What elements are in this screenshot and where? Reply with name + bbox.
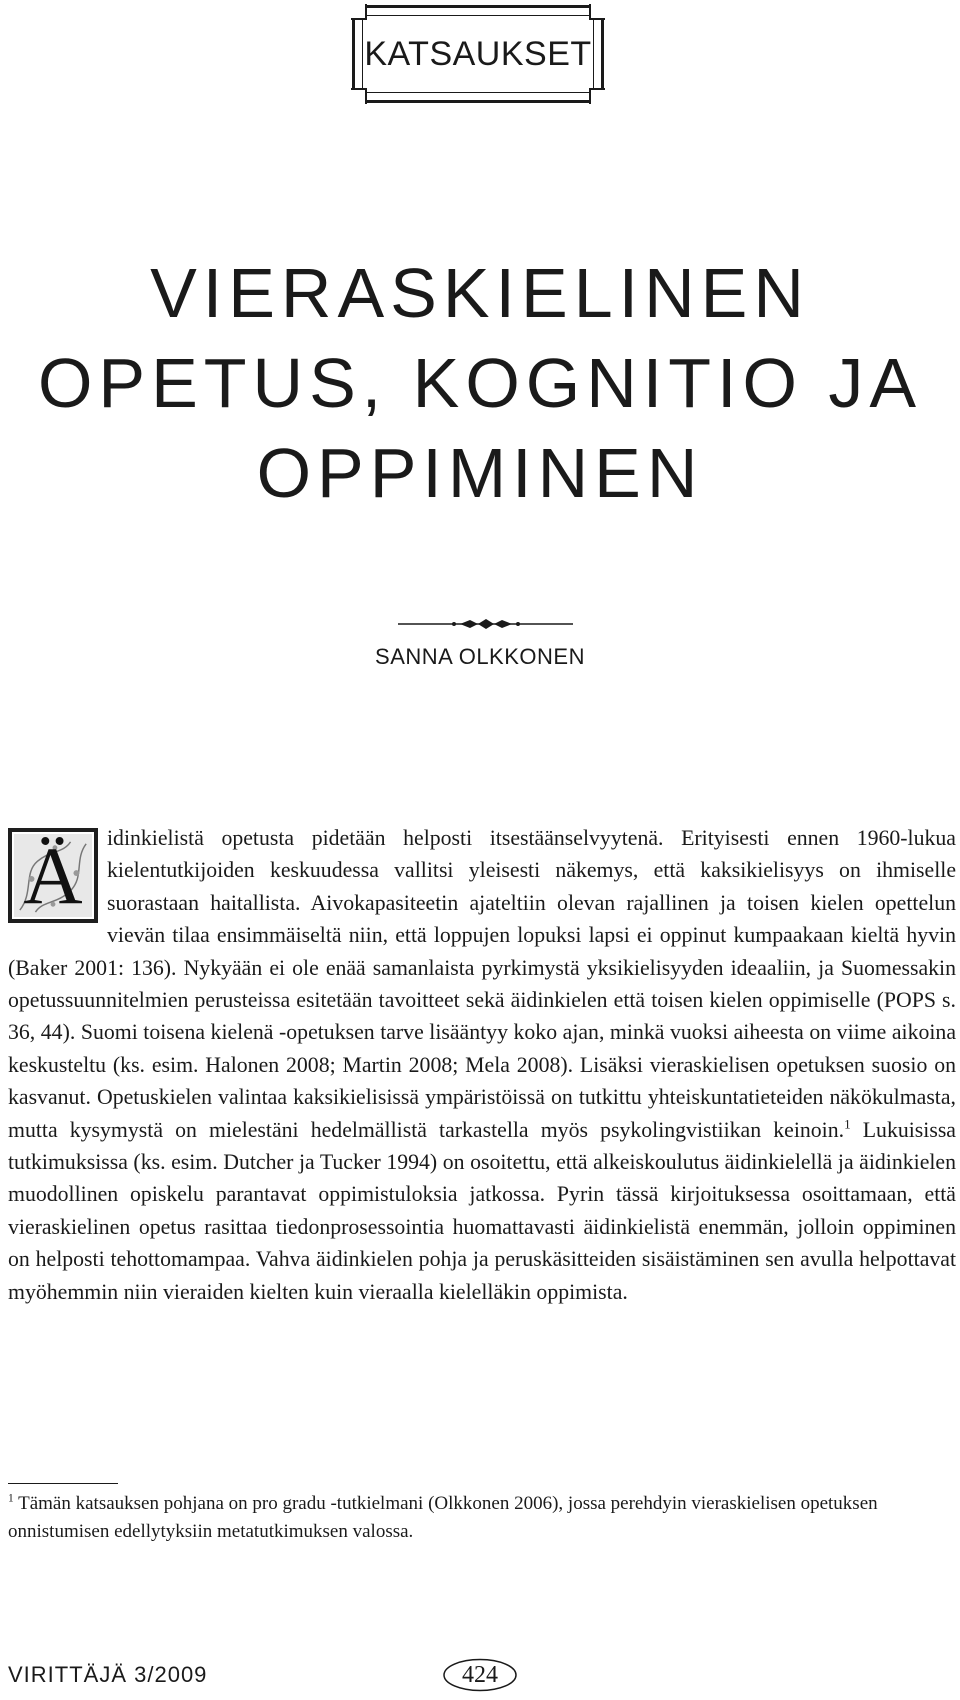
frame-corner-ornament [589, 88, 605, 104]
dropcap-letter: Ä [23, 829, 83, 921]
ornament-divider-icon [398, 618, 573, 630]
article-title-line-1: VIERASKIELINEN [150, 254, 810, 332]
article-body-text: idinkielistä opetusta pidetään helposti itsestäänselvyytenä. Erityisesti ennen 1960-lukua kielentutkijoiden keskuudessa vallitsi yleisesti näkemys, että kaksikielisyys on ihmiselle suorastaan haitallista. Aivokapasiteetin ajateltiin olevan rajallinen ja toisen kielen opettelun vievän tilaa ensimmäiseltä niin, että loppujen lopuksi lapsi ei oppinut kumpaakaan kieltä hyvin (Baker 2001: 136). Nykyään ei ole enää samanlaista pyrkimystä yksikielisyyden ideaaliin, ja Suomessakin opetussuunnitelmien perusteissa esitetään tavoitteet sekä äidinkielen että toisen kielen oppimiselle (POPS s. 36, 44). Suomi toisena kielenä -opetuksen tarve lisääntyy koko ajan, minkä vuoksi aiheesta on viime aikoina keskusteltu (ks. esim. Halonen 2008; Martin 2008; Mela 2008). Lisäksi vieraskielisen opetuksen suosio on kasvanut. Opetuskielen valintaa kaksikielisissä ympäristöissä on tutkittu yhteiskuntatieteiden näkökulmasta, mutta kysymystä on mielestäni hedelmällistä tarkastella myös psykolingvistiikan keinoin. [8, 826, 956, 1142]
section-label-inner-frame [362, 15, 594, 93]
journal-issue: VIRITTÄJÄ 3/2009 [8, 1662, 208, 1687]
footnote-divider [8, 1483, 118, 1484]
article-title [0, 248, 960, 518]
article-title-line-3: OPPIMINEN [256, 434, 704, 512]
frame-corner-ornament [351, 88, 367, 104]
dropcap-inner [12, 829, 94, 921]
page-number-badge [442, 1658, 518, 1692]
article-title-line-2: OPETUS, KOGNITIO JA [37, 344, 923, 422]
article-author: SANNA OLKKONEN [375, 644, 585, 669]
footnote [8, 1490, 956, 1546]
article-body [8, 822, 956, 1308]
frame-corner-ornament [351, 4, 367, 20]
frame-corner-ornament [589, 4, 605, 20]
article-body-text-continued: Lukuisissa tutkimuksissa (ks. esim. Dutcher ja Tucker 1994) on osoitettu, että alkeiskoulutus äidinkielellä ja äidinkielen muodollinen opiskelu parantavat oppimistuloksia jatkossa. Pyrin tässä kirjoituksessa osoittamaan, että vieraskielinen opetus rasittaa tiedonprosessointia huomattavasti äidinkielistä enemmän, jolloin oppiminen on helposti tehottomampaa. Vahva äidinkielen pohja ja peruskäsitteiden sisäistäminen sen avulla helpottavat myöhemmin niin vieraiden kielten kuin vieraalla kielelläkin oppimista. [8, 1117, 956, 1304]
page-number: 424 [462, 1661, 498, 1688]
footnote-number: 1 [8, 1492, 14, 1505]
footnote-reference[interactable]: 1 [844, 1116, 851, 1132]
section-label: KATSAUKSET [364, 34, 592, 73]
footnote-text: Tämän katsauksen pohjana on pro gradu -tutkielmani (Olkkonen 2006), jossa perehdyin vieraskielisen opetuksen onnistumisen edellytyksiin metatutkimuksen valossa. [8, 1493, 878, 1542]
section-label-frame [352, 5, 604, 103]
